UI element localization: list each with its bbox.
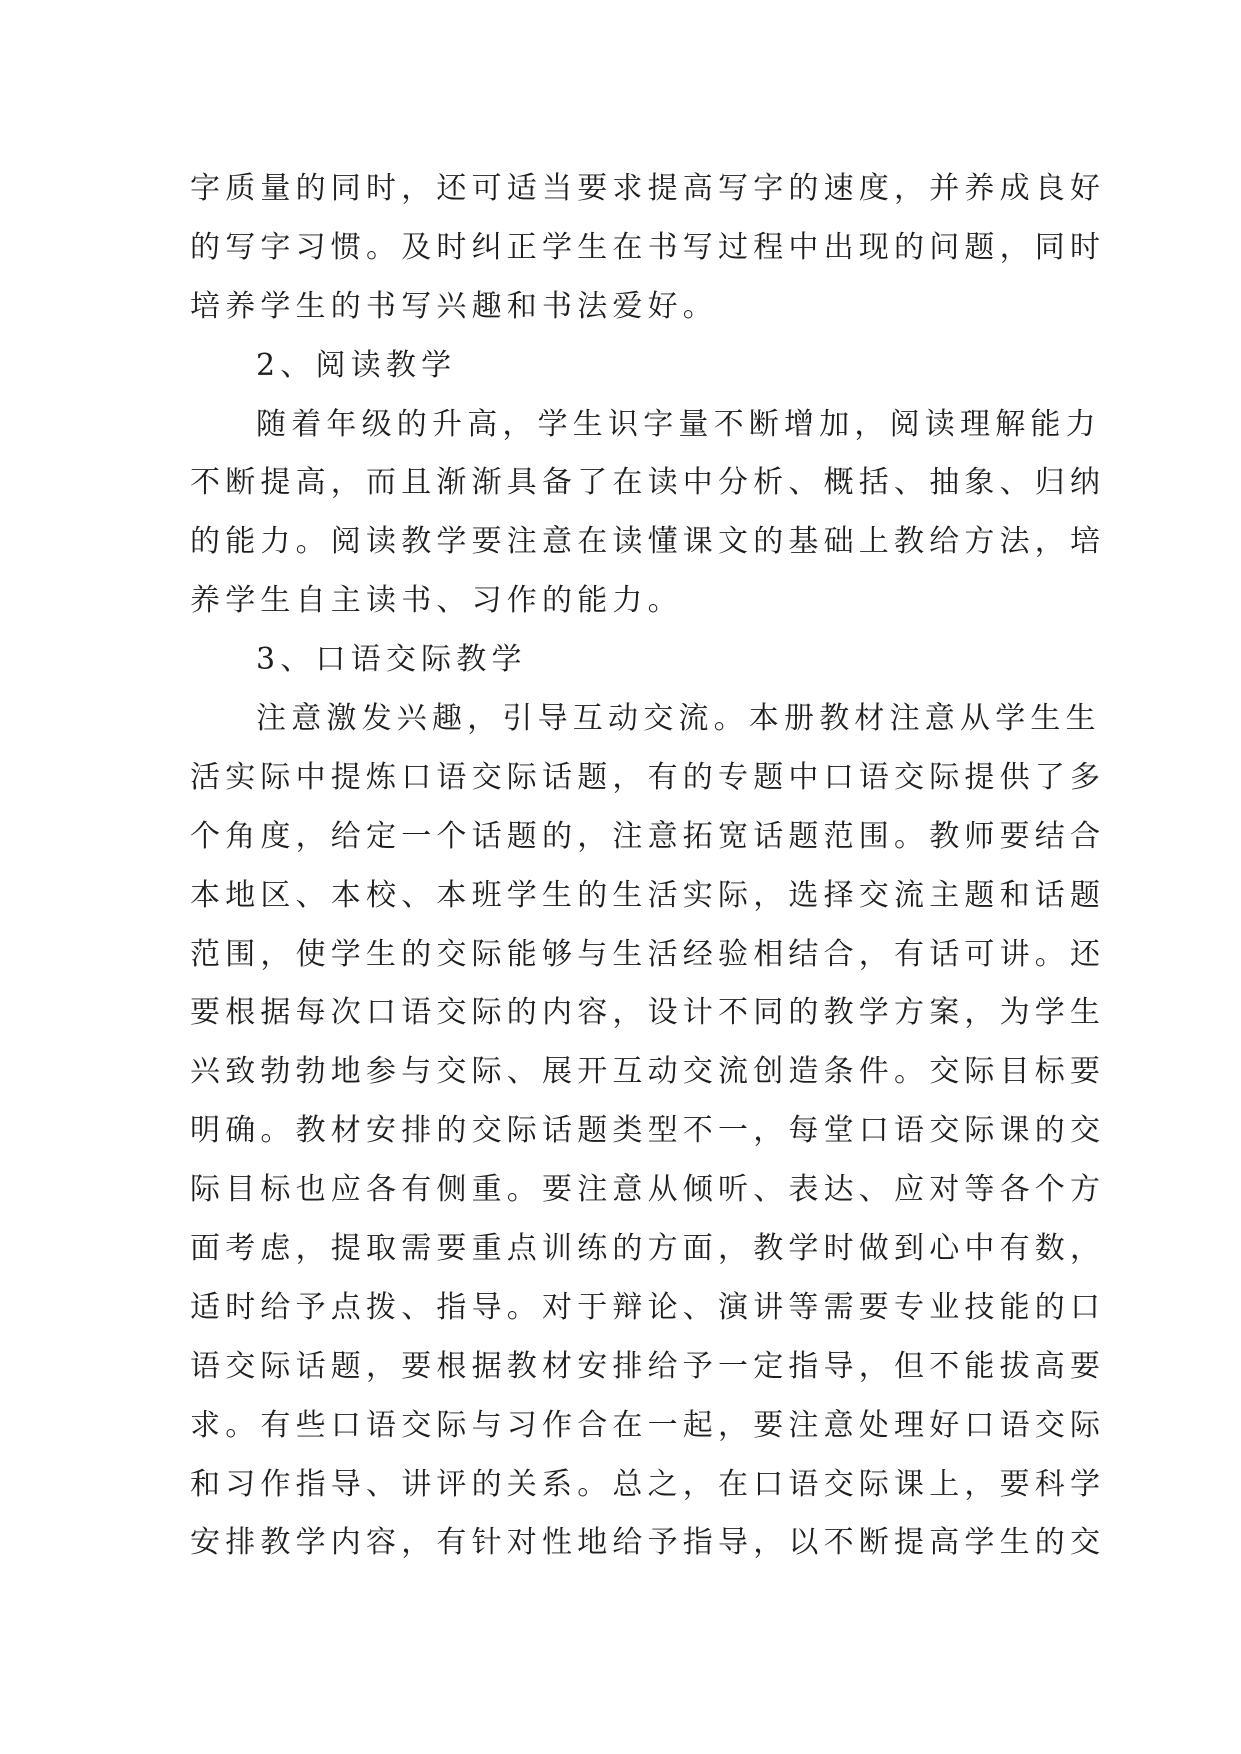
text-line: 本地区、本校、本班学生的生活实际，选择交流主题和话题 — [190, 877, 1106, 913]
text-line: 语交际话题，要根据教材安排给予一定指导，但不能拔高要 — [190, 1348, 1106, 1384]
text-line: 和习作指导、讲评的关系。总之，在口语交际课上，要科学 — [190, 1466, 1106, 1502]
text-line: 活实际中提炼口语交际话题，有的专题中口语交际提供了多 — [190, 759, 1106, 795]
text-line: 不断提高，而且渐渐具备了在读中分析、概括、抽象、归纳 — [190, 465, 1106, 501]
text-line: 求。有些口语交际与习作合在一起，要注意处理好口语交际 — [190, 1407, 1106, 1443]
text-line: 的能力。阅读教学要注意在读懂课文的基础上教给方法，培 — [190, 524, 1106, 560]
text-line: 明确。教材安排的交际话题类型不一，每堂口语交际课的交 — [190, 1113, 1106, 1149]
text-line: 适时给予点拨、指导。对于辩论、演讲等需要专业技能的口 — [190, 1289, 1106, 1325]
section-heading-oral-communication: 3、口语交际教学 — [256, 642, 527, 678]
text-line: 面考虑，提取需要重点训练的方面，教学时做到心中有数， — [190, 1231, 1106, 1267]
text-line: 注意激发兴趣，引导互动交流。本册教材注意从学生生 — [256, 701, 1101, 737]
section-heading-reading: 2、阅读教学 — [256, 347, 457, 383]
text-line: 个角度，给定一个话题的，注意拓宽话题范围。教师要结合 — [190, 818, 1106, 854]
text-line: 要根据每次口语交际的内容，设计不同的教学方案，为学生 — [190, 995, 1106, 1031]
text-line: 安排教学内容，有针对性地给予指导，以不断提高学生的交 — [190, 1525, 1106, 1561]
document-body — [190, 160, 1106, 1573]
text-line: 范围，使学生的交际能够与生活经验相结合，有话可讲。还 — [190, 936, 1106, 972]
text-line: 兴致勃勃地参与交际、展开互动交流创造条件。交际目标要 — [190, 1054, 1106, 1090]
text-line: 随着年级的升高，学生识字量不断增加，阅读理解能力 — [256, 406, 1101, 442]
text-line: 培养学生的书写兴趣和书法爱好。 — [190, 288, 718, 324]
text-line: 的写字习惯。及时纠正学生在书写过程中出现的问题，同时 — [190, 229, 1106, 265]
text-line: 际目标也应各有侧重。要注意从倾听、表达、应对等各个方 — [190, 1172, 1106, 1208]
text-line: 养学生自主读书、习作的能力。 — [190, 583, 683, 619]
text-line: 字质量的同时，还可适当要求提高写字的速度，并养成良好 — [190, 171, 1106, 206]
